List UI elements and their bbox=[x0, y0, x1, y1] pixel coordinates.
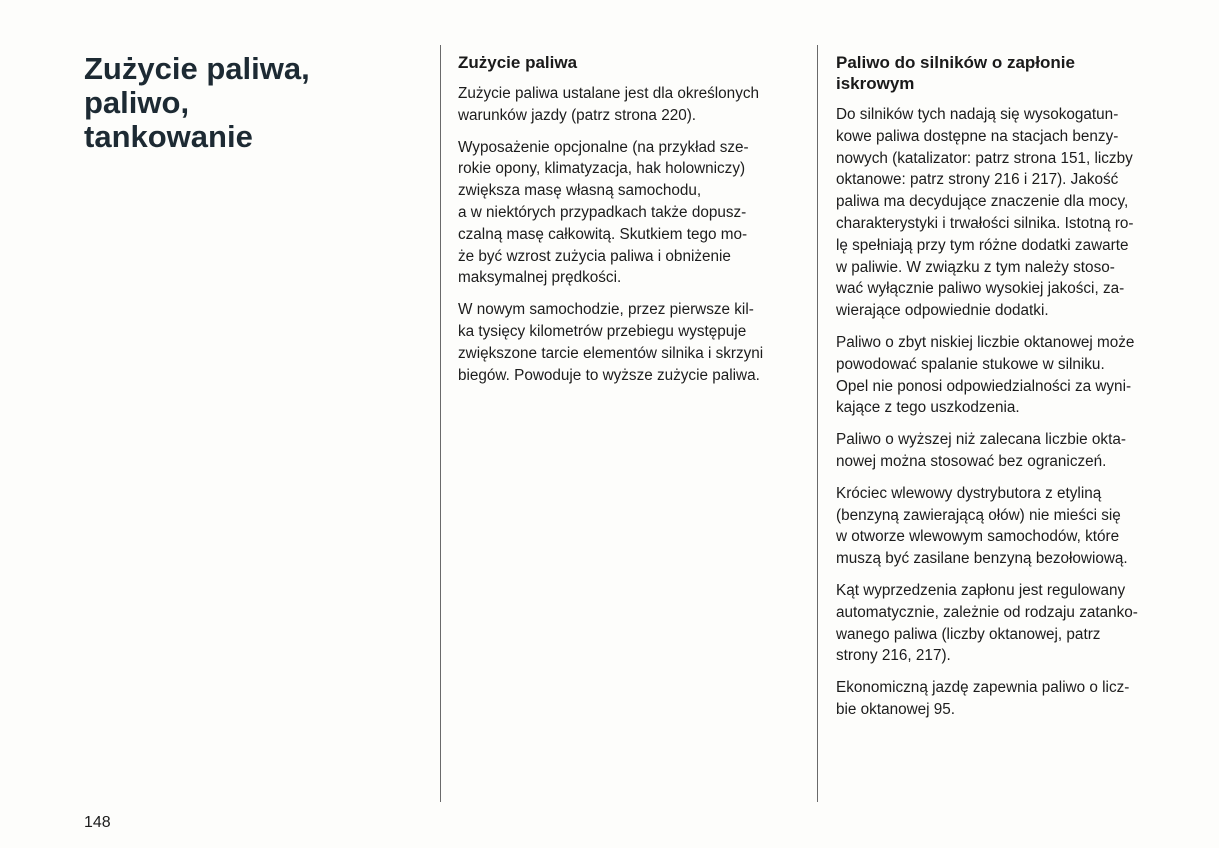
section-heading bbox=[458, 52, 808, 73]
chapter-title bbox=[84, 52, 310, 154]
text-line: paliwa ma decydujące znaczenie dla mocy, bbox=[836, 193, 1129, 211]
text-line: czalną masę całkowitą. Skutkiem tego mo- bbox=[458, 225, 748, 243]
text-line: zwiększone tarcie elementów silnika i skrzyni bbox=[458, 344, 764, 362]
paragraph bbox=[458, 83, 808, 127]
text-line: Opel nie ponosi odpowiedzialności za wyni- bbox=[836, 377, 1132, 395]
paragraph bbox=[458, 137, 808, 290]
paragraph bbox=[836, 677, 1186, 721]
column-divider bbox=[440, 45, 441, 802]
text-line: Do silników tych nadają się wysokogatun- bbox=[836, 106, 1119, 123]
text-line: nowych (katalizator: patrz strona 151, liczby bbox=[836, 149, 1133, 167]
title-line: tankowanie bbox=[84, 119, 253, 154]
column-fuel-consumption bbox=[458, 52, 808, 396]
text-line: Zużycie paliwa ustalane jest dla określonych bbox=[458, 85, 759, 102]
text-line: Paliwo o zbyt niskiej liczbie oktanowej może bbox=[836, 333, 1135, 351]
text-line: Ekonomiczną jazdę zapewnia paliwo o licz- bbox=[836, 679, 1130, 697]
text-line: powodować spalanie stukowe w silniku. bbox=[836, 355, 1105, 373]
page-number: 148 bbox=[84, 814, 111, 831]
text-line: wanego paliwa (liczby oktanowej, patrz bbox=[836, 625, 1101, 643]
paragraph bbox=[458, 299, 808, 386]
text-line: Paliwo o wyższej niż zalecana liczbie okta- bbox=[836, 431, 1126, 449]
title-line: paliwo, bbox=[84, 85, 190, 120]
text-line: Króciec wlewowy dystrybutora z etyliną bbox=[836, 484, 1102, 502]
text-line: warunków jazdy (patrz strona 220). bbox=[458, 106, 697, 124]
text-line: lę spełniają przy tym różne dodatki zawarte bbox=[836, 236, 1129, 254]
text-line: muszą być zasilane benzyną bezołowiową. bbox=[836, 550, 1128, 568]
paragraph bbox=[836, 429, 1186, 473]
text-line: automatycznie, zależnie od rodzaju zatanko- bbox=[836, 603, 1138, 621]
text-line: (benzyną zawierającą ołów) nie mieści się bbox=[836, 506, 1121, 524]
text-line: bie oktanowej 95. bbox=[836, 700, 956, 718]
text-line: kowe paliwa dostępne na stacjach benzy- bbox=[836, 127, 1119, 145]
text-line: wierające odpowiednie dodatki. bbox=[836, 302, 1049, 320]
text-line: maksymalnej prędkości. bbox=[458, 269, 622, 287]
text-line: Wyposażenie opcjonalne (na przykład sze- bbox=[458, 138, 749, 156]
heading-line: iskrowym bbox=[836, 74, 915, 93]
text-line: że być wzrost zużycia paliwa i obniżenie bbox=[458, 247, 731, 265]
text-line: rokie opony, klimatyzacja, hak holowniczy) bbox=[458, 160, 746, 178]
text-line: strony 216, 217). bbox=[836, 647, 951, 665]
text-line: oktanowe: patrz strony 216 i 217). Jakość bbox=[836, 171, 1119, 189]
paragraph bbox=[836, 483, 1186, 570]
text-line: charakterystyki i trwałości silnika. Istotną ro- bbox=[836, 214, 1134, 232]
heading-line: Paliwo do silników o zapłonie bbox=[836, 53, 1075, 72]
text-line: ka tysięcy kilometrów przebiegu występuje bbox=[458, 322, 747, 340]
title-line: Zużycie paliwa, bbox=[84, 51, 310, 86]
column-petrol-engine-fuel bbox=[836, 52, 1186, 731]
heading-line: Zużycie paliwa bbox=[458, 53, 578, 72]
paragraph bbox=[836, 104, 1186, 322]
paragraph bbox=[836, 332, 1186, 419]
text-line: zwiększa masę własną samochodu, bbox=[458, 182, 702, 200]
column-divider bbox=[817, 45, 818, 802]
section-heading bbox=[836, 52, 1186, 94]
text-line: Kąt wyprzedzenia zapłonu jest regulowany bbox=[836, 581, 1126, 599]
text-line: W nowym samochodzie, przez pierwsze kil- bbox=[458, 301, 754, 319]
text-line: nowej można stosować bez ograniczeń. bbox=[836, 452, 1107, 470]
text-line: kające z tego uszkodzenia. bbox=[836, 399, 1020, 417]
text-line: wać wyłącznie paliwo wysokiej jakości, za- bbox=[836, 280, 1125, 298]
paragraph bbox=[836, 580, 1186, 667]
text-line: w paliwie. W związku z tym należy stoso- bbox=[836, 258, 1115, 276]
text-line: biegów. Powoduje to wyższe zużycie paliwa. bbox=[458, 366, 760, 384]
text-line: w otworze wlewowym samochodów, które bbox=[836, 528, 1120, 546]
text-line: a w niektórych przypadkach także dopusz- bbox=[458, 203, 747, 221]
